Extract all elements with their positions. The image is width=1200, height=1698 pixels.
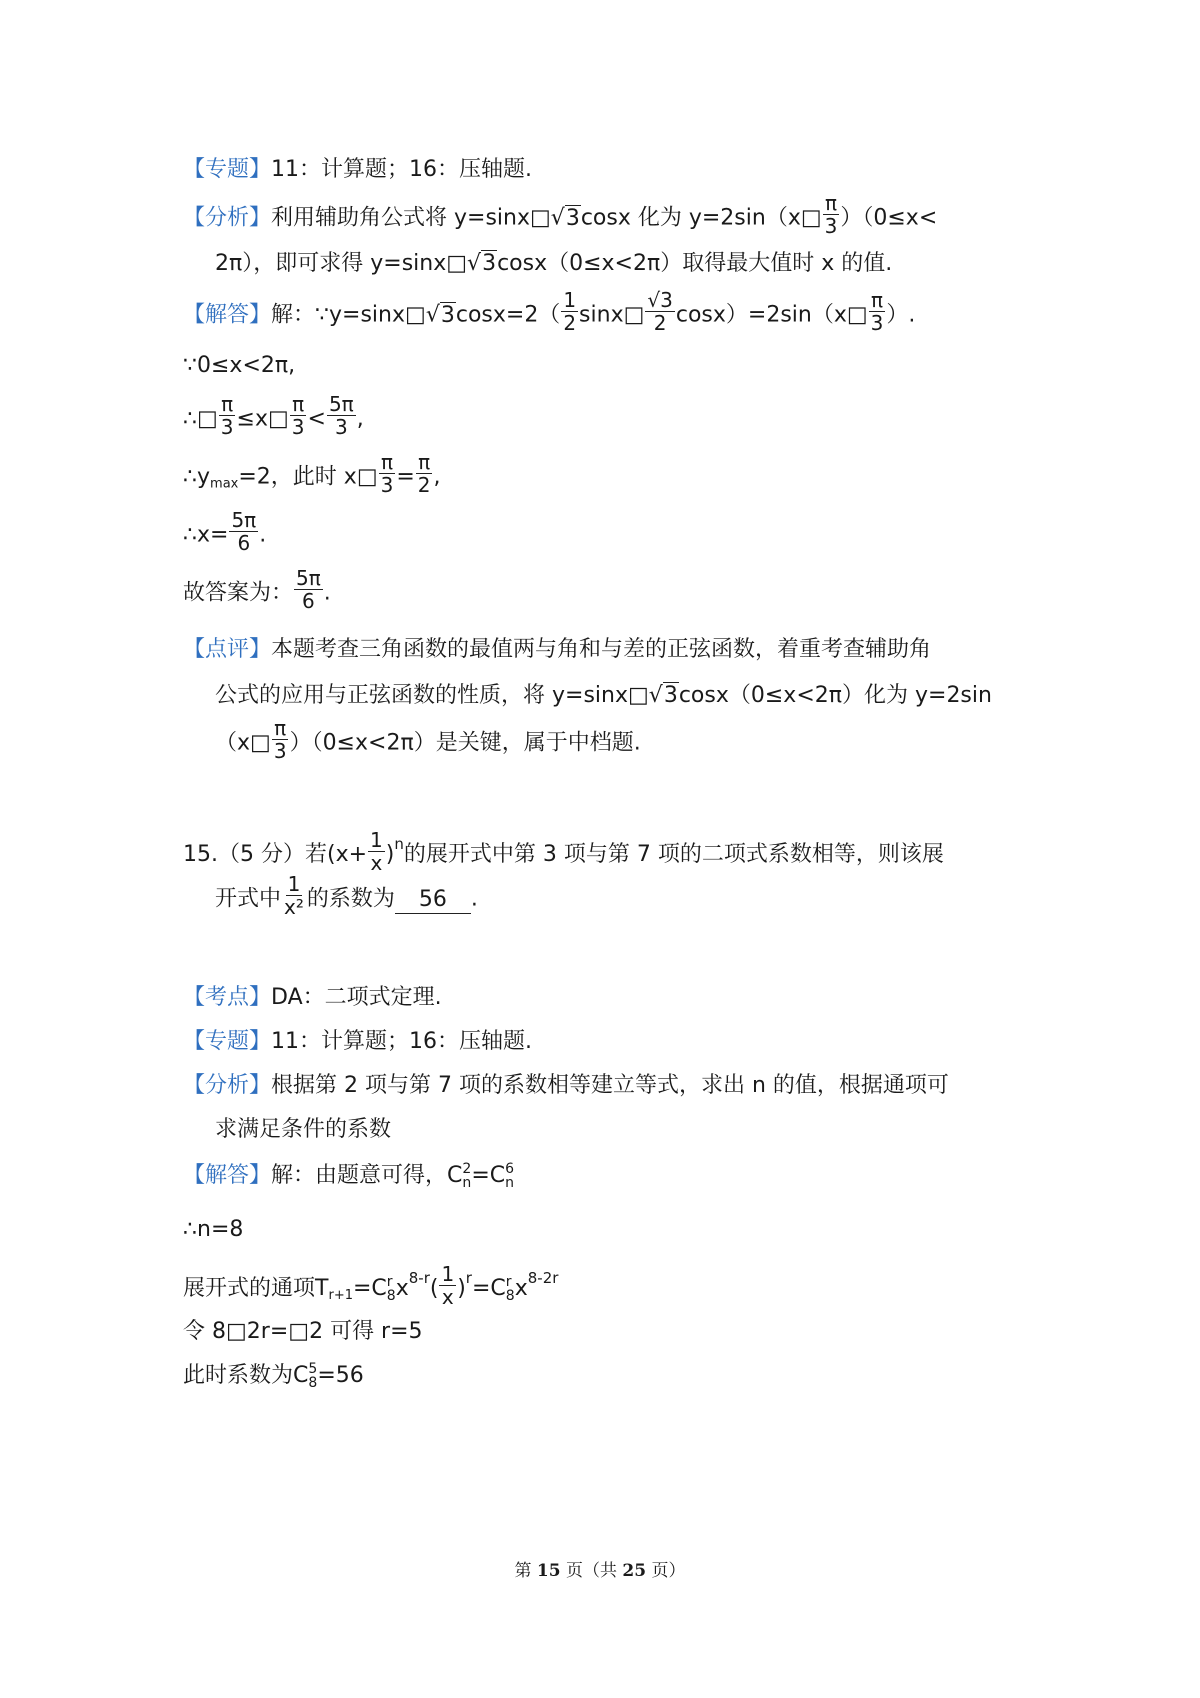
- comment-line-1: [183, 630, 931, 670]
- topic-text: 11：计算题；16：压轴题.: [271, 157, 532, 182]
- tag-topic: 【专题】: [183, 157, 272, 182]
- solution-text: ∵0≤x<2π,: [183, 353, 296, 378]
- fraction: $\frac{1}{x}$: [441, 1261, 455, 1309]
- solution-text: 2r=: [246, 1319, 289, 1344]
- combination-symbol: C: [490, 1276, 506, 1301]
- analysis-line-3: [183, 1066, 949, 1106]
- analysis-text: 利用辅助角公式将 y=sinx: [271, 205, 530, 231]
- solution-line-2: [183, 346, 295, 386]
- fraction: $\frac{\pi}{3}$: [273, 716, 287, 763]
- analysis-line-1: 【分析】利用辅助角公式将 y=sinx□√3cosx 化为 y=2sin（x□ $\frac{\pi}{3}$ ）（0≤x<: [183, 191, 938, 238]
- tag-analysis: 【分析】: [183, 205, 272, 231]
- sqrt-radicand: 3: [482, 251, 497, 276]
- answer-text: 故答案为：: [183, 580, 294, 606]
- comment-text: ）（0≤x<2π）是关键，属于中档题.: [289, 730, 641, 756]
- fraction: $\frac{5\pi}{3}$: [328, 392, 354, 439]
- fraction: $\frac{\pi}{2}$: [417, 450, 431, 497]
- analysis-line-2: 2π），即可求得 y=sinx□√3cosx（0≤x<2π）取得最大值时 x 的值.: [215, 251, 893, 276]
- solution-text: sinx: [579, 302, 624, 328]
- superscript: r: [465, 1269, 472, 1287]
- missing-glyph: □: [628, 683, 649, 708]
- tag-topic: 【专题】: [183, 1029, 272, 1054]
- solution-line-3: [183, 392, 364, 439]
- solution-text: ,: [356, 406, 364, 432]
- fraction: $\frac{1}{\text{x²}}$: [284, 872, 304, 919]
- solution-text: 此时系数为: [183, 1363, 294, 1388]
- page-footer: [0, 1556, 1200, 1581]
- answer-text: .: [323, 580, 331, 606]
- solution-text: ,: [433, 464, 441, 490]
- tag-comment: 【点评】: [183, 637, 272, 662]
- combination-symbol: C: [293, 1363, 309, 1388]
- question-text: 15.（5 分）若: [183, 842, 327, 867]
- solution-text: .: [259, 522, 267, 548]
- keypoint-text: DA：二项式定理.: [271, 985, 442, 1010]
- missing-glyph: □: [267, 406, 289, 432]
- solution-text: =: [471, 1163, 490, 1188]
- page-total: 25: [622, 1561, 647, 1581]
- solution-text: ）.: [886, 302, 916, 328]
- question-text: 的系数为: [306, 886, 395, 912]
- fraction: $\frac{1}{2}$: [563, 288, 577, 335]
- scripts: r 8: [386, 1274, 396, 1304]
- solution-text: ∴n=8: [183, 1217, 244, 1242]
- topic-line: [183, 150, 532, 190]
- solution-line-8: [183, 1258, 559, 1309]
- solution-line-4: [183, 450, 441, 497]
- missing-glyph: □: [800, 205, 822, 231]
- comment-line-2: 公式的应用与正弦函数的性质，将 y=sinx□√3cosx（0≤x<2π）化为 y=2sin: [215, 683, 992, 708]
- analysis-text: ）（0≤x<: [840, 205, 938, 231]
- missing-glyph: □: [250, 730, 271, 756]
- solution-text: =2，此时 x: [238, 464, 357, 490]
- solution-text: =56: [317, 1363, 364, 1388]
- math-symbol: T: [315, 1276, 329, 1301]
- question-15-line-1: [183, 824, 944, 875]
- solution-text: <: [307, 406, 326, 432]
- solution-line-10: [183, 1356, 364, 1396]
- analysis-text: cosx（0≤x<2π）取得最大值时 x 的值.: [497, 251, 893, 276]
- missing-glyph: □: [288, 1319, 310, 1344]
- tag-solution: 【解答】: [183, 302, 272, 328]
- scripts: 6 n: [505, 1161, 515, 1191]
- fraction: $\frac{√3}{2}$: [647, 288, 673, 335]
- math-symbol: (: [429, 1276, 439, 1301]
- analysis-text: 根据第 2 项与第 7 项的系数相等建立等式，求出 n 的值，根据通项可: [271, 1073, 949, 1098]
- tag-analysis: 【分析】: [183, 1073, 272, 1098]
- question-15-line-2: [215, 872, 478, 919]
- question-text: 的展开式中第 3 项与第 7 项的二项式系数相等，则该展: [403, 842, 944, 867]
- solution-text: ∴: [183, 406, 197, 432]
- solution-text: 解：由题意可得，: [271, 1163, 448, 1188]
- question-math: (x+: [326, 842, 368, 867]
- missing-glyph: □: [623, 302, 645, 328]
- missing-glyph: □: [356, 464, 378, 490]
- subscript: r+1: [328, 1288, 353, 1303]
- tag-keypoint: 【考点】: [183, 985, 272, 1010]
- answer-line: [183, 566, 331, 613]
- solution-text: cosx）=2sin（x: [675, 302, 847, 328]
- scripts: 5 8: [308, 1361, 318, 1391]
- question-text: 开式中: [215, 886, 282, 912]
- superscript: 8-2r: [527, 1269, 559, 1287]
- missing-glyph: □: [846, 302, 868, 328]
- sqrt-radicand: 3: [663, 683, 678, 708]
- keypoint-line: [183, 978, 442, 1018]
- fraction: $\frac{1}{x}$: [370, 827, 383, 875]
- page-number: 15: [536, 1561, 561, 1581]
- fraction: $\frac{\pi}{3}$: [220, 392, 234, 439]
- missing-glyph: □: [226, 1319, 247, 1344]
- superscript: n: [394, 835, 404, 853]
- solution-text: ∴x=: [183, 522, 229, 548]
- math-symbol: =: [352, 1276, 372, 1301]
- combination-symbol: C: [489, 1163, 506, 1188]
- math-symbol: x: [395, 1276, 409, 1301]
- comment-line-3: [215, 716, 641, 763]
- fraction: $\frac{5\pi}{6}$: [231, 508, 257, 555]
- comment-text: （x: [215, 730, 251, 756]
- comment-text: 本题考查三角函数的最值两与角和与差的正弦函数，着重考查辅助角: [271, 637, 932, 662]
- combination-symbol: C: [447, 1163, 463, 1188]
- missing-glyph: □: [405, 302, 426, 328]
- analysis-line-4: [215, 1110, 391, 1150]
- solution-text: 解：∵y=sinx: [271, 302, 406, 328]
- fraction: $\frac{\pi}{3}$: [870, 288, 884, 335]
- superscript: 8-r: [408, 1269, 430, 1287]
- math-symbol: =: [471, 1276, 491, 1301]
- question-text: .: [470, 886, 478, 912]
- comment-text: 公式的应用与正弦函数的性质，将 y=sinx: [215, 683, 628, 708]
- missing-glyph: □: [530, 205, 551, 231]
- tag-solution: 【解答】: [183, 1163, 272, 1188]
- missing-glyph: □: [197, 406, 218, 432]
- solution-text: ∴y: [183, 464, 211, 490]
- solution-text: 令 8: [183, 1319, 226, 1344]
- solution-line-1: 【解答】解：∵y=sinx□√3cosx=2（ $\frac{1}{2}$ sinx□ $\frac{√3}{2}$ cosx）=2sin（x□ $\frac{\pi}{3}$ ）.: [183, 288, 916, 335]
- footer-text: 页（共: [560, 1561, 623, 1581]
- combination-symbol: C: [371, 1276, 387, 1301]
- comment-text: cosx（0≤x<2π）化为 y=2sin: [678, 683, 992, 708]
- question-math: ): [385, 842, 395, 867]
- subscript: max: [210, 476, 239, 492]
- solution-text: 2 可得 r=5: [309, 1319, 423, 1344]
- solution-line-6: [183, 1156, 514, 1196]
- scripts: r 8: [505, 1274, 515, 1304]
- scripts: 2 n: [462, 1161, 472, 1191]
- solution-line-5: [183, 508, 267, 555]
- footer-text: 第: [514, 1561, 537, 1581]
- math-symbol: x: [514, 1276, 528, 1301]
- solution-line-7: [183, 1210, 243, 1250]
- fraction: $\frac{\pi}{3}$: [824, 191, 838, 238]
- analysis-text: 求满足条件的系数: [215, 1117, 392, 1142]
- footer-text: 页）: [646, 1561, 686, 1581]
- solution-line-9: [183, 1312, 423, 1352]
- analysis-text: 2π），即可求得 y=sinx: [215, 251, 447, 276]
- topic-line-2: [183, 1022, 532, 1062]
- solution-text: =: [396, 464, 415, 490]
- solution-text: 展开式的通项: [183, 1276, 316, 1301]
- fraction: $\frac{5\pi}{6}$: [296, 566, 321, 613]
- solution-text: ≤x: [236, 406, 268, 432]
- missing-glyph: □: [446, 251, 468, 276]
- sqrt-radicand: 3: [440, 302, 455, 328]
- fraction: $\frac{\pi}{3}$: [380, 450, 394, 497]
- analysis-text: cosx 化为 y=2sin（x: [580, 205, 801, 231]
- answer-blank: 56: [395, 887, 471, 914]
- solution-text: cosx=2（: [455, 302, 561, 328]
- math-symbol: ): [457, 1276, 466, 1301]
- fraction: $\frac{\pi}{3}$: [291, 392, 305, 439]
- topic-text: 11：计算题；16：压轴题.: [271, 1029, 532, 1054]
- sqrt-radicand: 3: [565, 205, 580, 231]
